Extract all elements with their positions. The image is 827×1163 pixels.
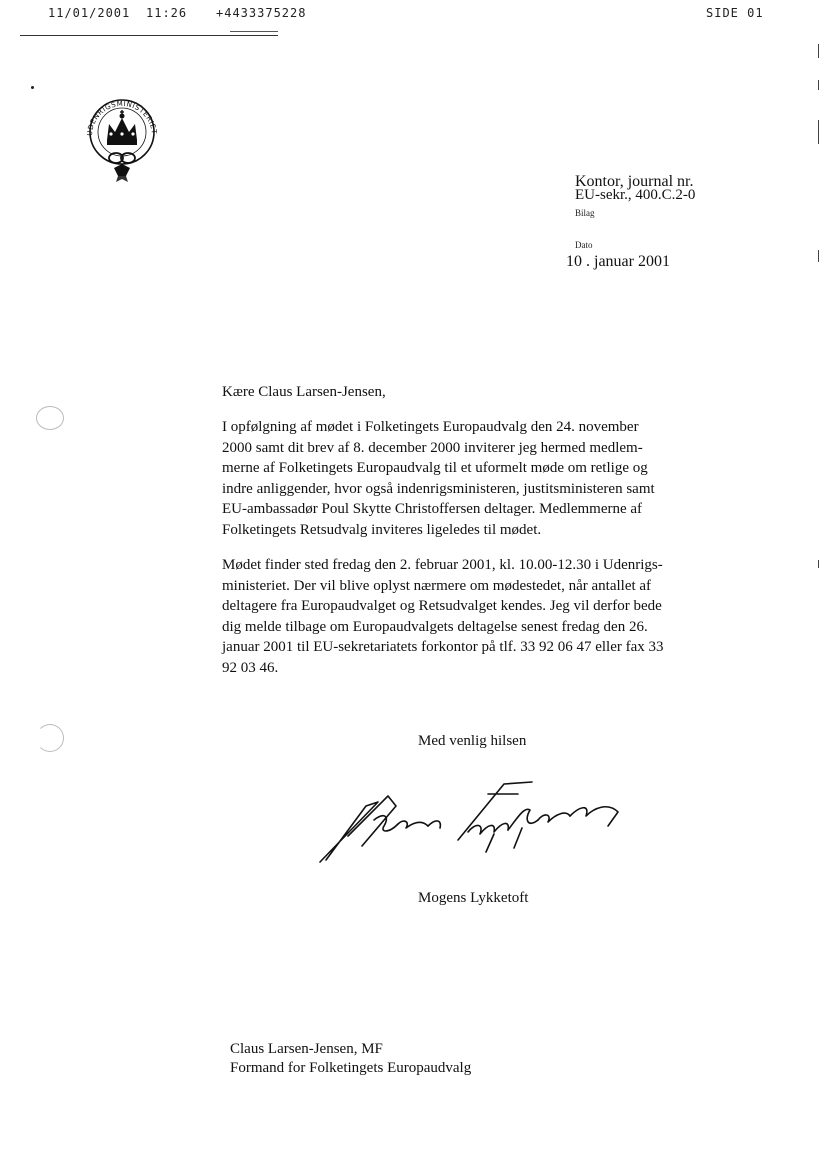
office-journal-label: Kontor, journal nr.	[575, 173, 694, 190]
right-margin-marks	[818, 40, 821, 1160]
paragraph-2-line: januar 2001 til EU-sekretariatets forkontor på tlf. 33 92 06 47 eller fax 33	[222, 639, 664, 655]
paragraph-2-line: Mødet finder sted fredag den 2. februar 2001, kl. 10.00-12.30 i Udenrigs-	[222, 557, 663, 573]
salutation: Kære Claus Larsen-Jensen,	[222, 384, 386, 400]
paragraph-2-line: deltagere fra Europaudvalget og Retsudvalget kendes. Jeg vil derfor bede	[222, 598, 662, 614]
paragraph-1-line: Folketingets Retsudvalg inviteres ligeledes til mødet.	[222, 521, 542, 538]
scan-speck	[31, 86, 34, 89]
attachment-label: Bilag	[575, 208, 595, 218]
paragraph-1-line: merne af Folketingets Europaudvalg til et uformelt møde om retlige og	[222, 460, 648, 476]
letter-date: 10 . januar 2001	[566, 253, 670, 270]
date-label: Dato	[575, 240, 593, 250]
fax-header-rule	[20, 35, 278, 36]
paragraph-2-line: ministeriet. Der vil blive oplyst nærmere om mødestedet, når antallet af	[222, 577, 652, 594]
fax-date: 11/01/2001	[48, 6, 131, 20]
paragraph-1-line: indre anliggender, hvor også indenrigsministeren, justitsministeren samt	[222, 480, 655, 497]
fax-page-number: SIDE 01	[706, 6, 764, 20]
punch-hole-mark	[36, 406, 64, 430]
paragraph-2-line: dig melde tilbage om Europaudvalgets deltagelse senest fredag den 26.	[222, 618, 648, 635]
royal-crown-crest-icon	[80, 98, 164, 186]
handwritten-signature	[318, 776, 638, 866]
fax-header-rule-secondary	[230, 31, 278, 32]
signer-name: Mogens Lykketoft	[418, 890, 529, 906]
paragraph-2	[222, 555, 742, 678]
fax-time: 11:26	[146, 6, 188, 20]
paragraph-1	[222, 417, 742, 540]
recipient-title: Formand for Folketingets Europaudvalg	[230, 1060, 472, 1076]
svg-text:UDENRIGSMINISTERIET: UDENRIGSMINISTERIET	[85, 99, 159, 137]
office-journal-value: EU-sekr., 400.C.2-0	[575, 187, 696, 203]
closing: Med venlig hilsen	[418, 733, 527, 749]
recipient-block	[230, 1040, 471, 1078]
paragraph-1-line: EU-ambassadør Poul Skytte Christoffersen deltager. Medlemmerne af	[222, 501, 643, 517]
punch-hole-mark	[36, 724, 64, 752]
fax-phone-number: +4433375228	[216, 6, 307, 20]
ministry-crest	[80, 98, 164, 186]
paragraph-1-line: I opfølgning af mødet i Folketingets Europaudvalg den 24. november	[222, 419, 639, 435]
paragraph-1-line: 2000 samt dit brev af 8. december 2000 inviterer jeg hermed medlem-	[222, 439, 643, 456]
paragraph-2-line: 92 03 46.	[222, 659, 279, 676]
fax-header	[0, 4, 827, 44]
recipient-name: Claus Larsen-Jensen, MF	[230, 1041, 383, 1057]
